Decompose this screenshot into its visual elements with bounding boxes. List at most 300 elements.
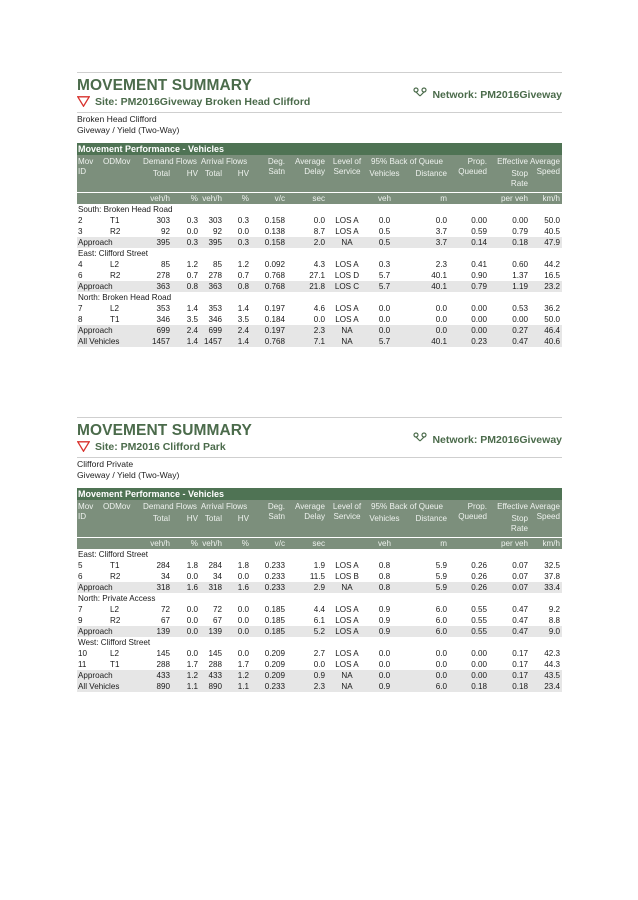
site-heading xyxy=(77,441,226,453)
units-row xyxy=(77,537,562,549)
control-type: Giveway / Yield (Two-Way) xyxy=(77,125,180,135)
cell-dem-hv: 0.0 xyxy=(186,605,198,614)
cell-los: NA xyxy=(341,238,353,247)
cell-odmov: T1 xyxy=(110,561,120,570)
cell-dem-hv: 0.3 xyxy=(186,216,198,225)
cell-dem-hv: 0.0 xyxy=(186,572,198,581)
cell-stop: 0.53 xyxy=(512,304,528,313)
cell-odmov: R2 xyxy=(110,616,121,625)
cell-delay: 2.9 xyxy=(313,583,325,592)
unit-speed: km/h xyxy=(542,194,560,203)
cell-satn: 0.768 xyxy=(264,337,285,346)
cell-speed: 40.6 xyxy=(544,337,560,346)
cell-q-veh: 5.7 xyxy=(378,337,391,346)
table-row xyxy=(77,571,562,582)
table-row xyxy=(77,659,562,670)
unit-q-dist: m xyxy=(440,539,447,548)
cell-stop: 1.19 xyxy=(512,282,528,291)
cell-stop: 0.27 xyxy=(512,326,528,335)
cell-id: 7 xyxy=(78,605,83,614)
all-vehicles-row xyxy=(77,681,562,692)
col-rate: Rate xyxy=(510,524,528,533)
cell-q-dist: 3.7 xyxy=(435,227,447,236)
cell-odmov: T1 xyxy=(110,660,120,669)
cell-arr-hv: 0.3 xyxy=(237,216,249,225)
cell-q-veh: 0.5 xyxy=(378,227,391,236)
giveway-triangle-icon xyxy=(77,96,90,107)
cell-speed: 33.4 xyxy=(544,583,560,592)
cell-dem-total: 433 xyxy=(156,671,170,680)
cell-arr-hv: 0.0 xyxy=(237,649,249,658)
cell-speed: 46.4 xyxy=(544,326,560,335)
cell-speed: 44.3 xyxy=(544,660,560,669)
page-title: MOVEMENT SUMMARY xyxy=(77,77,252,94)
cell-q-dist: 5.9 xyxy=(435,561,447,570)
col-queue-distance: Distance xyxy=(415,514,447,523)
movement-summary-1 xyxy=(77,72,562,347)
cell-stop: 0.17 xyxy=(512,649,528,658)
cell-arr-hv: 1.4 xyxy=(237,337,249,346)
cell-arr-hv: 1.7 xyxy=(237,660,249,669)
cell-arr-total: 890 xyxy=(208,682,222,691)
cell-arr-hv: 1.6 xyxy=(237,583,249,592)
col-demand-hv: HV xyxy=(186,514,198,523)
cell-arr-total: 395 xyxy=(208,238,222,247)
cell-stop: 0.17 xyxy=(512,671,528,680)
cell-prop: 0.26 xyxy=(471,561,487,570)
col-mov: Mov xyxy=(78,502,94,511)
col-arrival-hv: HV xyxy=(237,169,249,178)
site-heading xyxy=(77,96,310,108)
cell-id: 8 xyxy=(78,315,83,324)
cell-prop: 0.00 xyxy=(471,660,487,669)
cell-approach-label: Approach xyxy=(78,326,113,335)
cell-satn: 0.184 xyxy=(264,315,285,324)
cell-speed: 50.0 xyxy=(544,216,560,225)
unit-delay: sec xyxy=(312,539,325,548)
cell-q-veh: 0.9 xyxy=(378,627,391,636)
cell-prop: 0.23 xyxy=(471,337,487,346)
cell-dem-hv: 0.0 xyxy=(186,627,198,636)
col-stop: Stop xyxy=(511,169,528,178)
cell-q-dist: 0.0 xyxy=(435,315,447,324)
cell-delay: 11.5 xyxy=(309,572,325,581)
cell-dem-total: 284 xyxy=(156,561,170,570)
cell-los: LOS A xyxy=(335,660,359,669)
cell-arr-hv: 0.8 xyxy=(237,282,249,291)
units-row xyxy=(77,192,562,204)
cell-q-veh: 0.3 xyxy=(378,260,391,269)
cell-id: 2 xyxy=(78,216,83,225)
cell-prop: 0.55 xyxy=(471,627,487,636)
cell-prop: 0.00 xyxy=(471,216,487,225)
cell-approach-label: Approach xyxy=(78,671,113,680)
cell-stop: 1.37 xyxy=(512,271,528,280)
cell-dem-total: 353 xyxy=(156,304,170,313)
cell-q-dist: 6.0 xyxy=(435,616,447,625)
col-delay: Delay xyxy=(304,512,325,521)
cell-dem-hv: 1.1 xyxy=(186,682,198,691)
cell-odmov: L2 xyxy=(110,649,120,658)
cell-stop: 0.07 xyxy=(512,561,528,570)
cell-odmov: T1 xyxy=(110,315,120,324)
col-arrival-hv: HV xyxy=(237,514,249,523)
cell-dem-total: 85 xyxy=(160,260,170,269)
network-icon xyxy=(413,87,427,97)
cell-satn: 0.233 xyxy=(264,682,285,691)
unit-q-veh: veh xyxy=(377,539,392,548)
cell-dem-hv: 0.0 xyxy=(186,227,198,236)
cell-prop: 0.00 xyxy=(471,649,487,658)
cell-dem-hv: 1.8 xyxy=(186,561,198,570)
cell-arr-hv: 3.5 xyxy=(237,315,249,324)
cell-dem-total: 1457 xyxy=(151,337,170,346)
approach-group-label: East: Clifford Street xyxy=(78,249,149,258)
cell-speed: 42.3 xyxy=(544,649,560,658)
cell-arr-total: 318 xyxy=(208,583,222,592)
cell-dem-total: 67 xyxy=(160,616,170,625)
giveway-triangle-icon xyxy=(77,441,90,452)
cell-arr-total: 145 xyxy=(208,649,222,658)
unit-delay: sec xyxy=(312,194,325,203)
table-row xyxy=(77,615,562,626)
cell-dem-total: 139 xyxy=(156,627,170,636)
cell-prop: 0.00 xyxy=(471,315,487,324)
cell-speed: 8.8 xyxy=(548,616,560,625)
cell-speed: 23.2 xyxy=(544,282,560,291)
cell-dem-total: 363 xyxy=(156,282,170,291)
cell-prop: 0.59 xyxy=(471,227,487,236)
cell-approach-label: Approach xyxy=(78,583,113,592)
cell-arr-total: 85 xyxy=(212,260,222,269)
cell-q-veh: 0.5 xyxy=(378,238,391,247)
table-row xyxy=(77,259,562,270)
col-speed: Speed xyxy=(536,512,560,521)
approach-group-label: East: Clifford Street xyxy=(78,550,149,559)
cell-los: NA xyxy=(341,682,353,691)
col-back-of-queue: 95% Back of Queue xyxy=(371,502,443,511)
cell-q-dist: 40.1 xyxy=(431,271,447,280)
cell-dem-hv: 1.2 xyxy=(186,671,198,680)
cell-q-veh: 0.0 xyxy=(378,660,391,669)
cell-q-veh: 0.8 xyxy=(378,572,391,581)
col-demand-total: Total xyxy=(152,514,170,523)
cell-arr-hv: 2.4 xyxy=(237,326,249,335)
cell-approach-label: Approach xyxy=(78,238,113,247)
cell-dem-hv: 3.5 xyxy=(186,315,198,324)
cell-arr-hv: 0.3 xyxy=(237,238,249,247)
network-icon xyxy=(413,432,427,442)
cell-odmov: R2 xyxy=(110,271,121,280)
table-title: Movement Performance - Vehicles xyxy=(77,143,562,155)
table-body xyxy=(77,204,562,347)
cell-odmov: L2 xyxy=(110,605,120,614)
cell-all-label: All Vehicles xyxy=(78,682,120,691)
cell-id: 3 xyxy=(78,227,83,236)
approach-row xyxy=(77,281,562,292)
col-service: Service xyxy=(333,512,361,521)
cell-q-veh: 0.9 xyxy=(378,616,391,625)
col-avg-speed: Average xyxy=(530,157,560,166)
col-queue-vehicles: Vehicles xyxy=(369,169,400,178)
cell-id: 10 xyxy=(78,649,88,658)
cell-delay: 0.9 xyxy=(313,671,325,680)
cell-los: NA xyxy=(341,583,353,592)
cell-delay: 0.0 xyxy=(313,315,325,324)
cell-arr-hv: 0.0 xyxy=(237,227,249,236)
col-demand-hv: HV xyxy=(186,169,198,178)
cell-satn: 0.768 xyxy=(264,282,285,291)
cell-arr-hv: 1.1 xyxy=(237,682,249,691)
cell-dem-total: 699 xyxy=(156,326,170,335)
cell-arr-total: 67 xyxy=(212,616,222,625)
movement-table xyxy=(77,488,562,692)
cell-q-dist: 0.0 xyxy=(435,304,447,313)
col-demand-total: Total xyxy=(152,169,170,178)
cell-id: 6 xyxy=(78,271,83,280)
cell-arr-hv: 1.2 xyxy=(237,671,249,680)
cell-los: LOS A xyxy=(335,561,359,570)
approach-row xyxy=(77,670,562,681)
cell-q-dist: 3.7 xyxy=(435,238,447,247)
unit-stop: per veh xyxy=(501,539,528,548)
cell-delay: 1.9 xyxy=(313,561,325,570)
cell-speed: 36.2 xyxy=(544,304,560,313)
cell-los: LOS A xyxy=(335,649,359,658)
cell-arr-hv: 0.7 xyxy=(237,271,249,280)
page-title: MOVEMENT SUMMARY xyxy=(77,422,252,439)
cell-arr-total: 288 xyxy=(208,660,222,669)
cell-los: NA xyxy=(341,337,353,346)
cell-speed: 40.5 xyxy=(544,227,560,236)
approach-group-label: North: Private Access xyxy=(78,594,156,603)
cell-satn: 0.233 xyxy=(264,572,285,581)
cell-satn: 0.158 xyxy=(264,238,285,247)
cell-dem-total: 303 xyxy=(156,216,170,225)
table-row xyxy=(77,303,562,314)
site-description: Clifford Private xyxy=(77,459,134,469)
cell-odmov: T1 xyxy=(110,216,120,225)
cell-q-veh: 0.8 xyxy=(378,561,391,570)
cell-id: 9 xyxy=(78,616,83,625)
cell-q-dist: 6.0 xyxy=(435,682,447,691)
cell-satn: 0.209 xyxy=(264,671,285,680)
cell-dem-total: 890 xyxy=(156,682,170,691)
col-effective: Effective xyxy=(497,502,528,511)
cell-q-veh: 0.0 xyxy=(378,216,391,225)
col-effective: Effective xyxy=(497,157,528,166)
cell-arr-hv: 0.0 xyxy=(237,627,249,636)
cell-delay: 5.2 xyxy=(313,627,325,636)
cell-stop: 0.47 xyxy=(512,337,528,346)
cell-dem-hv: 0.3 xyxy=(186,238,198,247)
cell-speed: 32.5 xyxy=(544,561,560,570)
cell-arr-hv: 0.0 xyxy=(237,605,249,614)
col-satn: Satn xyxy=(268,167,285,176)
col-arrival-total: Total xyxy=(204,514,222,523)
cell-q-veh: 5.7 xyxy=(378,282,391,291)
cell-delay: 8.7 xyxy=(313,227,325,236)
cell-stop: 0.00 xyxy=(512,216,528,225)
col-speed: Speed xyxy=(536,167,560,176)
cell-id: 7 xyxy=(78,304,83,313)
col-deg: Deg. xyxy=(267,502,285,511)
cell-arr-hv: 1.2 xyxy=(237,260,249,269)
cell-odmov: R2 xyxy=(110,572,121,581)
cell-stop: 0.00 xyxy=(512,315,528,324)
cell-prop: 0.55 xyxy=(471,605,487,614)
cell-arr-hv: 0.0 xyxy=(237,572,249,581)
cell-stop: 0.60 xyxy=(512,260,528,269)
unit-q-dist: m xyxy=(440,194,447,203)
cell-q-dist: 5.9 xyxy=(435,572,447,581)
network-name: Network: PM2016Giveway xyxy=(432,434,562,446)
cell-arr-hv: 0.0 xyxy=(237,616,249,625)
cell-dem-hv: 1.6 xyxy=(186,583,198,592)
site-name: Site: PM2016 Clifford Park xyxy=(95,441,226,453)
unit-q-veh: veh xyxy=(377,194,392,203)
cell-dem-hv: 0.8 xyxy=(186,282,198,291)
cell-speed: 50.0 xyxy=(544,315,560,324)
cell-approach-label: Approach xyxy=(78,627,113,636)
cell-prop: 0.00 xyxy=(471,671,487,680)
col-arrival-total: Total xyxy=(204,169,222,178)
cell-speed: 44.2 xyxy=(544,260,560,269)
cell-q-veh: 0.9 xyxy=(378,682,391,691)
col-mov: Mov xyxy=(78,157,94,166)
cell-stop: 0.47 xyxy=(512,616,528,625)
col-level-of: Level of xyxy=(332,502,362,511)
cell-arr-total: 433 xyxy=(208,671,222,680)
cell-q-dist: 6.0 xyxy=(435,605,447,614)
cell-stop: 0.79 xyxy=(512,227,528,236)
cell-q-dist: 40.1 xyxy=(431,282,447,291)
unit-dem-total: veh/h xyxy=(150,539,170,548)
unit-dem-total: veh/h xyxy=(150,194,170,203)
cell-q-dist: 0.0 xyxy=(435,649,447,658)
title-rule xyxy=(77,417,562,418)
col-arrival-flows: Arrival Flows xyxy=(200,157,248,166)
cell-satn: 0.209 xyxy=(264,649,285,658)
cell-dem-hv: 0.7 xyxy=(186,271,198,280)
cell-arr-total: 139 xyxy=(208,627,222,636)
unit-satn: v/c xyxy=(274,539,285,548)
cell-los: LOS D xyxy=(334,271,360,280)
cell-dem-hv: 2.4 xyxy=(186,326,198,335)
cell-q-dist: 5.9 xyxy=(435,583,447,592)
cell-q-dist: 0.0 xyxy=(435,660,447,669)
cell-odmov: L2 xyxy=(110,304,120,313)
cell-los: NA xyxy=(341,671,353,680)
unit-dem-hv: % xyxy=(190,539,198,548)
cell-arr-total: 353 xyxy=(208,304,222,313)
col-service: Service xyxy=(333,167,361,176)
col-prop: Prop. xyxy=(467,502,487,511)
col-stop: Stop xyxy=(511,514,528,523)
movement-table xyxy=(77,143,562,347)
cell-satn: 0.233 xyxy=(264,583,285,592)
unit-stop: per veh xyxy=(501,194,528,203)
cell-delay: 4.3 xyxy=(313,260,325,269)
cell-prop: 0.14 xyxy=(471,238,487,247)
site-line xyxy=(77,89,562,113)
site-line xyxy=(77,434,562,458)
cell-los: LOS A xyxy=(335,315,359,324)
cell-q-veh: 0.9 xyxy=(378,605,391,614)
col-avg-speed: Average xyxy=(530,502,560,511)
cell-delay: 7.1 xyxy=(313,337,325,346)
cell-dem-total: 395 xyxy=(156,238,170,247)
cell-dem-hv: 1.4 xyxy=(186,337,198,346)
cell-satn: 0.197 xyxy=(264,326,285,335)
table-row xyxy=(77,314,562,325)
cell-speed: 43.5 xyxy=(544,671,560,680)
col-arrival-flows: Arrival Flows xyxy=(200,502,248,511)
col-satn: Satn xyxy=(268,512,285,521)
col-average: Average xyxy=(295,157,325,166)
cell-stop: 0.07 xyxy=(512,572,528,581)
cell-satn: 0.197 xyxy=(264,304,285,313)
col-rate: Rate xyxy=(510,179,528,188)
approach-row xyxy=(77,325,562,336)
cell-id: 4 xyxy=(78,260,83,269)
cell-speed: 37.8 xyxy=(544,572,560,581)
cell-delay: 2.3 xyxy=(313,326,325,335)
approach-row xyxy=(77,582,562,593)
cell-dem-total: 72 xyxy=(160,605,170,614)
cell-prop: 0.55 xyxy=(471,616,487,625)
cell-arr-hv: 1.4 xyxy=(237,304,249,313)
cell-delay: 0.0 xyxy=(313,660,325,669)
col-back-of-queue: 95% Back of Queue xyxy=(371,157,443,166)
table-title: Movement Performance - Vehicles xyxy=(77,488,562,500)
cell-dem-total: 145 xyxy=(156,649,170,658)
site-description: Broken Head Clifford xyxy=(77,114,157,124)
cell-prop: 0.00 xyxy=(471,326,487,335)
col-average: Average xyxy=(295,502,325,511)
movement-summary-2 xyxy=(77,417,562,692)
cell-dem-total: 318 xyxy=(156,583,170,592)
cell-satn: 0.158 xyxy=(264,216,285,225)
cell-all-label: All Vehicles xyxy=(78,337,120,346)
cell-prop: 0.79 xyxy=(471,282,487,291)
cell-speed: 47.9 xyxy=(544,238,560,247)
col-id: ID xyxy=(78,167,87,176)
cell-satn: 0.233 xyxy=(264,561,285,570)
cell-approach-label: Approach xyxy=(78,282,113,291)
cell-q-dist: 0.0 xyxy=(435,216,447,225)
col-deg: Deg. xyxy=(267,157,285,166)
cell-q-dist: 0.0 xyxy=(435,326,447,335)
cell-q-dist: 2.3 xyxy=(435,260,447,269)
cell-los: LOS A xyxy=(335,304,359,313)
control-type: Giveway / Yield (Two-Way) xyxy=(77,470,180,480)
cell-satn: 0.768 xyxy=(264,271,285,280)
cell-dem-hv: 1.4 xyxy=(186,304,198,313)
table-row xyxy=(77,270,562,281)
cell-q-veh: 0.0 xyxy=(378,304,391,313)
cell-dem-total: 34 xyxy=(160,572,170,581)
cell-arr-total: 284 xyxy=(208,561,222,570)
cell-delay: 2.7 xyxy=(313,649,325,658)
network-name: Network: PM2016Giveway xyxy=(432,89,562,101)
cell-arr-total: 363 xyxy=(208,282,222,291)
cell-dem-hv: 1.2 xyxy=(186,260,198,269)
approach-row xyxy=(77,626,562,637)
cell-arr-total: 278 xyxy=(208,271,222,280)
cell-arr-total: 34 xyxy=(212,572,222,581)
cell-speed: 16.5 xyxy=(544,271,560,280)
